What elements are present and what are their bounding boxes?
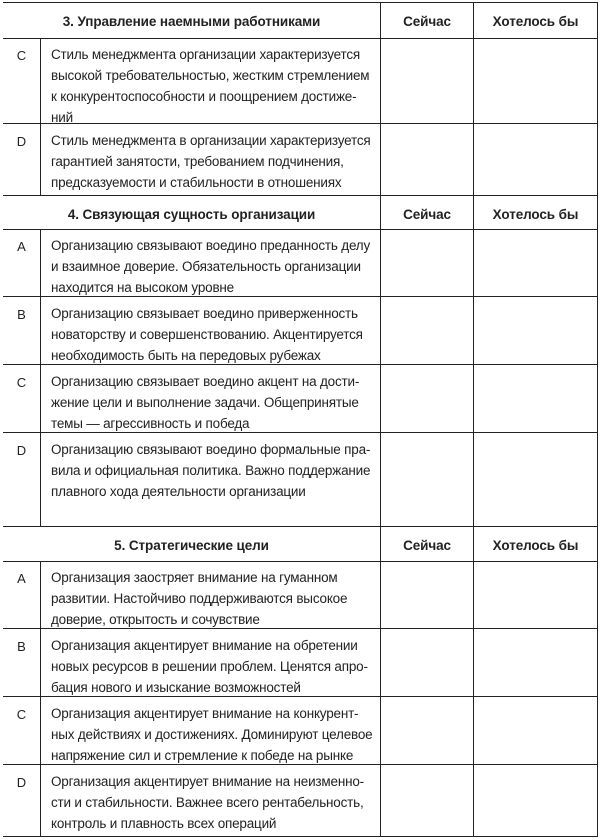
table-row	[3, 629, 598, 697]
row-letter: D	[16, 443, 27, 458]
answer-now-cell[interactable]	[381, 229, 474, 296]
row-letter: A	[17, 239, 26, 254]
row-text: Организацию связывает воедино приверженность новаторству и совершенствованию. Акцентируется необходимость быть на передовых рубежах	[51, 306, 363, 363]
section-header	[3, 195, 598, 230]
column-want-header: Хотелось бы	[492, 538, 579, 553]
answer-now-cell[interactable]	[381, 365, 474, 432]
row-letter: D	[16, 134, 27, 149]
answer-want-cell[interactable]	[474, 229, 598, 296]
table-row	[3, 297, 598, 365]
row-text: Стиль менеджмента в организации характеризуется гарантией занятости, требованием подчинения, предсказуемости и стабильности в отношениях	[51, 133, 371, 190]
row-text: Стиль менеджмента организации характеризуется высокой требовательностью, жестким стремлением к конкурентоспособности и поощрением достиже- ний	[51, 47, 370, 125]
answer-now-cell[interactable]	[381, 765, 474, 836]
row-letter: C	[16, 48, 27, 63]
answer-now-cell[interactable]	[381, 433, 474, 526]
column-now-header: Сейчас	[403, 538, 451, 553]
row-text: Организация акцентирует внимание на неизменно- сти и стабильности. Важнее всего рентабельность, контроль и плавность всех операций	[51, 774, 364, 831]
row-text: Организацию связывают воедино преданность делу и взаимное доверие. Обязательность организации находится на высоком уровне	[51, 238, 371, 295]
row-text: Организацию связывают воедино формальные пра- вила и официальная политика. Важно поддержание плавного хода деятельности организации	[51, 442, 371, 499]
row-letter: A	[17, 571, 26, 586]
column-want-header: Хотелось бы	[492, 14, 579, 29]
row-text: Организация акцентирует внимание на конкурент- ных действиях и достижениях. Доминируют целевое напряжение сил и стремление к победе на рынке	[51, 706, 373, 763]
section-title: 4. Связующая сущность организации	[67, 207, 316, 222]
row-letter: C	[16, 375, 27, 390]
answer-now-cell[interactable]	[381, 697, 474, 764]
table-row	[3, 433, 598, 527]
table-row	[3, 124, 598, 196]
row-text: Организация заостряет внимание на гуманном развитии. Настойчиво поддерживаются высокое доверие, открытость и сочувствие	[51, 570, 348, 627]
answer-want-cell[interactable]	[474, 561, 598, 628]
section-title: 5. Стратегические цели	[114, 538, 269, 553]
table-row	[3, 561, 598, 629]
answer-now-cell[interactable]	[381, 561, 474, 628]
answer-now-cell[interactable]	[381, 124, 474, 195]
answer-want-cell[interactable]	[474, 38, 598, 123]
column-now-header: Сейчас	[403, 207, 451, 222]
section-title: 3. Управление наемными работниками	[62, 14, 321, 29]
table-row	[3, 697, 598, 765]
column-want-header: Хотелось бы	[492, 207, 579, 222]
row-letter: D	[16, 775, 27, 790]
row-letter: C	[16, 707, 27, 722]
table-row	[3, 38, 598, 124]
answer-now-cell[interactable]	[381, 38, 474, 123]
answer-want-cell[interactable]	[474, 365, 598, 432]
answer-want-cell[interactable]	[474, 697, 598, 764]
table-row	[3, 765, 598, 837]
column-now-header: Сейчас	[403, 14, 451, 29]
section-header	[3, 526, 598, 562]
table-row	[3, 229, 598, 297]
answer-want-cell[interactable]	[474, 124, 598, 195]
row-letter: B	[17, 307, 26, 322]
section-header	[3, 2, 598, 39]
answer-now-cell[interactable]	[381, 629, 474, 696]
answer-want-cell[interactable]	[474, 765, 598, 836]
row-letter: B	[17, 639, 26, 654]
answer-now-cell[interactable]	[381, 297, 474, 364]
row-text: Организация акцентирует внимание на обретении новых ресурсов в решении проблем. Ценятся апро- бация нового и изыскание возможностей	[51, 638, 368, 695]
answer-want-cell[interactable]	[474, 629, 598, 696]
table-row	[3, 365, 598, 433]
answer-want-cell[interactable]	[474, 433, 598, 526]
answer-want-cell[interactable]	[474, 297, 598, 364]
row-text: Организацию связывает воедино акцент на дости- жение цели и выполнение задачи. Общепринятые темы — агрессивность и победа	[51, 374, 360, 431]
